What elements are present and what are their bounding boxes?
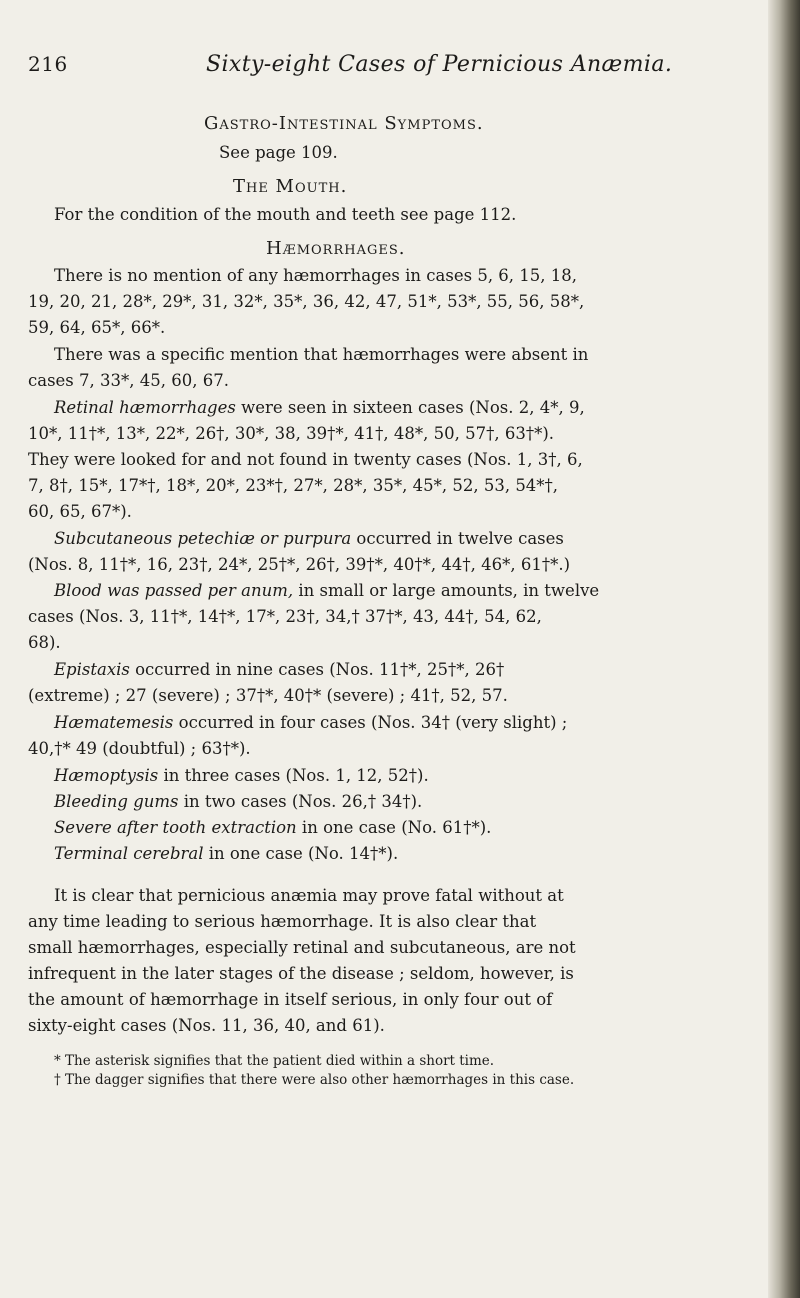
epistaxis-text-1: occurred in nine cases (Nos. 11†*, 25†*, 26† (129, 660, 505, 679)
para-subcutaneous-line-1 (54, 529, 564, 548)
para-retinal-line-2: 10*, 11†*, 13*, 22*, 26†, 30*, 38, 39†*, 41†, 48*, 50, 57†, 63†*). (28, 424, 555, 443)
term-retinal: Retinal hæmorrhages (54, 398, 236, 417)
para-blood-line-2: cases (Nos. 3, 11†*, 14†*, 17*, 23†, 34,† 37†*, 43, 44†, 54, 62, (28, 607, 542, 626)
haematemesis-text-1: occurred in four cases (Nos. 34† (very slight) ; (173, 713, 568, 732)
term-tooth-extraction: Severe after tooth extraction (54, 818, 297, 837)
para-bleeding-gums (54, 792, 422, 811)
term-terminal-cerebral: Terminal cerebral (54, 844, 204, 863)
term-epistaxis: Epistaxis (54, 660, 130, 679)
para-tooth-extraction (54, 818, 491, 837)
tooth-text: in one case (No. 61†*). (296, 818, 492, 837)
term-subcutaneous: Subcutaneous petechiæ or purpura (54, 529, 352, 548)
term-haemoptysis: Hæmoptysis (54, 766, 159, 785)
para-no-mention-line-2: 19, 20, 21, 28*, 29*, 31, 32*, 35*, 36, 42, 47, 51*, 53*, 55, 56, 58*, (28, 292, 585, 311)
footnote-asterisk: * The asterisk signifies that the patient died within a short time. (54, 1053, 495, 1069)
subcut-text-1: occurred in twelve cases (351, 529, 564, 548)
page-number: 216 (28, 52, 68, 76)
para-conclusion-line-6: sixty-eight cases (Nos. 11, 36, 40, and 61). (28, 1016, 385, 1035)
footnote-dagger: † The dagger signifies that there were also other hæmorrhages in this case. (54, 1072, 575, 1088)
para-subcutaneous-line-2: (Nos. 8, 11†*, 16, 23†, 24*, 25†*, 26†, 39†*, 40†*, 44†, 46*, 61†*.) (28, 555, 571, 574)
term-blood: Blood was passed per anum, (54, 581, 294, 600)
para-retinal-line-1 (54, 398, 585, 417)
running-title: Sixty-eight Cases of Pernicious Anæmia. (206, 52, 673, 77)
book-spine-shadow (768, 0, 800, 1298)
heading-haemorrhages: Hæmorrhages. (266, 238, 406, 259)
para-conclusion-line-5: the amount of hæmorrhage in itself serious, in only four out of (28, 990, 553, 1009)
para-haematemesis-line-2: 40,†* 49 (doubtful) ; 63†*). (28, 739, 251, 758)
para-no-mention-line-1: There is no mention of any hæmorrhages in cases 5, 6, 15, 18, (54, 266, 578, 285)
gastro-text: See page 109. (219, 143, 338, 162)
heading-gastro-intestinal: Gastro-Intestinal Symptoms. (204, 113, 484, 134)
para-conclusion-line-1: It is clear that pernicious anæmia may prove fatal without at (54, 886, 564, 905)
para-no-mention-line-3: 59, 64, 65*, 66*. (28, 318, 166, 337)
para-absent-line-1: There was a specific mention that hæmorrhages were absent in (54, 345, 589, 364)
running-head (28, 52, 733, 82)
para-conclusion-line-2: any time leading to serious hæmorrhage. It is also clear that (28, 912, 537, 931)
blood-text-1: in small or large amounts, in twelve (293, 581, 600, 600)
para-retinal-line-5: 60, 65, 67*). (28, 502, 132, 521)
para-terminal-cerebral (54, 844, 398, 863)
para-haematemesis-line-1 (54, 713, 567, 732)
para-blood-line-3: 68). (28, 633, 61, 652)
para-haemoptysis (54, 766, 429, 785)
para-conclusion-line-3: small hæmorrhages, especially retinal and subcutaneous, are not (28, 938, 576, 957)
para-conclusion-line-4: infrequent in the later stages of the disease ; seldom, however, is (28, 964, 574, 983)
cerebral-text: in one case (No. 14†*). (203, 844, 399, 863)
term-haematemesis: Hæmatemesis (54, 713, 174, 732)
para-epistaxis-line-1 (54, 660, 504, 679)
para-retinal-line-4: 7, 8†, 15*, 17*†, 18*, 20*, 23*†, 27*, 28*, 35*, 45*, 52, 53, 54*†, (28, 476, 559, 495)
para-absent-line-2: cases 7, 33*, 45, 60, 67. (28, 371, 229, 390)
mouth-text: For the condition of the mouth and teeth see page 112. (54, 205, 517, 224)
term-bleeding-gums: Bleeding gums (54, 792, 179, 811)
gums-text: in two cases (Nos. 26,† 34†). (178, 792, 423, 811)
para-retinal-line-3: They were looked for and not found in twenty cases (Nos. 1, 3†, 6, (28, 450, 583, 469)
para-epistaxis-line-2: (extreme) ; 27 (severe) ; 37†*, 40†* (severe) ; 41†, 52, 57. (28, 686, 508, 705)
para-blood-line-1 (54, 581, 599, 600)
heading-mouth: The Mouth. (233, 176, 348, 197)
retinal-text-1: were seen in sixteen cases (Nos. 2, 4*, 9, (235, 398, 585, 417)
haemoptysis-text: in three cases (Nos. 1, 12, 52†). (158, 766, 429, 785)
